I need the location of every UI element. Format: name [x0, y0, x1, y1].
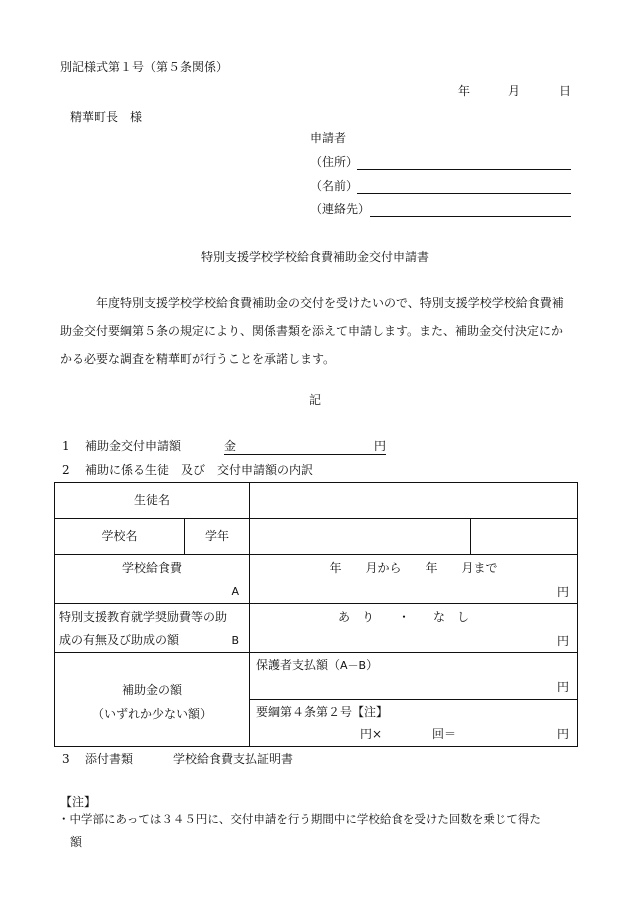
lunch-cost-cell[interactable] [250, 555, 578, 604]
item3-label: 添付書類 [85, 752, 134, 766]
rule-label: 要綱第４条第２号【注】 [256, 705, 389, 719]
table-row [55, 604, 578, 653]
aid-yen: 円 [557, 634, 570, 648]
address-label: （住所） [310, 155, 359, 169]
item2-number: 2 [62, 463, 70, 477]
item1-label: 補助金交付申請額 [85, 439, 182, 453]
item3-number: 3 [62, 752, 70, 766]
address-field[interactable] [357, 155, 571, 170]
addressee: 精華町長 様 [70, 110, 143, 124]
form-number: 別記様式第１号（第５条関係） [60, 60, 229, 74]
guardian-paid-yen: 円 [557, 680, 570, 694]
name-field[interactable] [357, 179, 571, 194]
subsidy-label-cell [55, 653, 250, 747]
ari-option[interactable]: あ り [338, 610, 375, 624]
rule-calc-cell[interactable] [250, 700, 578, 747]
aid-cell[interactable] [250, 604, 578, 653]
lunch-cost-yen: 円 [557, 585, 570, 599]
aid-label-line1: 特別支援教育就学奨励費等の助 [59, 610, 228, 624]
lunch-cost-label: 学校給食費 [122, 561, 183, 575]
applicant-title: 申請者 [310, 131, 347, 145]
table-row [55, 483, 578, 519]
option-separator: ・ [398, 610, 411, 624]
guardian-paid-label [256, 658, 378, 672]
item2-label: 補助に係る生徒 及び 交付申請額の内訳 [85, 463, 314, 477]
calc-yen-times: 円× [360, 727, 383, 741]
table-row [55, 519, 578, 555]
mark-b: B [231, 634, 240, 647]
yen-label: 円 [373, 439, 386, 453]
student-name-label: 生徒名 [55, 483, 250, 519]
grade-cell[interactable] [471, 519, 578, 555]
nashi-option[interactable]: な し [433, 610, 470, 624]
grade-label: 学年 [185, 519, 250, 555]
student-name-cell[interactable] [250, 483, 578, 519]
aid-label-line2: 成の有無及び助成の額 [59, 633, 180, 647]
table-row [55, 653, 578, 700]
name-label: （名前） [310, 179, 359, 193]
guardian-formula: A－B [340, 659, 367, 672]
guardian-paid-text: 保護者支払額（ [256, 658, 341, 672]
note-line2: 額 [70, 835, 83, 849]
period-text: 年 月から 年 月まで [329, 561, 498, 575]
body-paragraph: 年度特別支援学校学校給食費補助金の交付を受けたいので、特別支援学校学校給食費補助金交付要綱第５条の規定により、関係書類を添えて申請します。また、補助金交付決定にかかる必要な調査を精華町が行うことを承諾します。 [60, 296, 564, 366]
aid-label-cell [55, 604, 250, 653]
kin-label: 金 [224, 439, 237, 453]
calc-yen: 円 [557, 727, 570, 741]
table-row [55, 555, 578, 604]
date-month-label: 月 [508, 84, 521, 98]
guardian-paid-cell[interactable] [250, 653, 578, 700]
subsidy-sub-label: （いずれか少ない額） [92, 706, 213, 721]
contact-field[interactable] [370, 202, 571, 217]
date-year-label: 年 [458, 84, 471, 98]
mark-a: A [231, 585, 240, 598]
note-line1: ・中学部にあっては３４５円に、交付申請を行う期間中に学校給食を受けた回数を乗じて得た [58, 812, 541, 826]
calc-times-eq: 回＝ [432, 727, 457, 741]
lunch-cost-label-cell [55, 555, 250, 604]
school-name-label: 学校名 [55, 519, 185, 555]
guardian-paid-close: ） [366, 658, 379, 672]
breakdown-table [54, 482, 578, 747]
document-title: 特別支援学校学校給食費補助金交付申請書 [200, 250, 429, 264]
amount-field[interactable] [224, 439, 386, 455]
school-name-cell[interactable] [250, 519, 471, 555]
item1-number: 1 [62, 439, 70, 453]
subsidy-label: 補助金の額 [122, 682, 183, 697]
ki-marker: 記 [308, 393, 321, 407]
date-day-label: 日 [559, 84, 572, 98]
note-heading: 【注】 [60, 795, 97, 809]
contact-label: （連絡先） [310, 202, 371, 216]
item3-value: 学校給食費支払証明書 [173, 752, 294, 766]
